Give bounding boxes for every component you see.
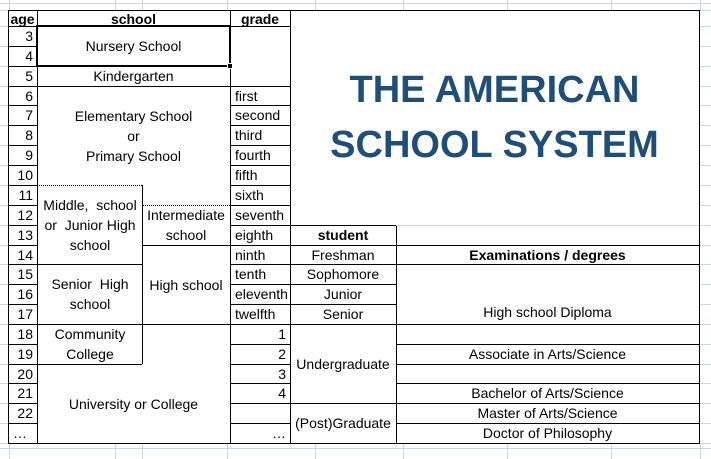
cell-degree-master[interactable]: Master of Arts/Science [477,405,618,421]
border-segment [8,443,700,444]
cell-age-4[interactable]: 4 [25,48,33,64]
cell-age-9[interactable]: 9 [25,147,33,163]
gridline [0,324,8,325]
cell-degree-associate[interactable]: Associate in Arts/Science [468,346,627,362]
gridline [700,403,711,404]
cell-school-middle-junior-high[interactable]: Middle, school or Junior High school [43,196,137,253]
cell-grade-2[interactable]: 2 [278,346,286,362]
gridline [700,46,711,47]
cell-age-21[interactable]: 21 [17,385,33,401]
cell-grade-seventh[interactable]: seventh [235,207,285,223]
gridline [700,105,711,106]
gridline [0,46,8,47]
cell-student-undergraduate[interactable]: Undergraduate [296,355,390,372]
cell-grade-sixth[interactable]: sixth [235,187,264,203]
header-age[interactable]: age [10,10,35,27]
cell-age-16[interactable]: 16 [17,286,33,302]
cell-grade-eleventh[interactable]: eleventh [235,286,288,302]
cell-grade-3[interactable]: 3 [278,365,286,382]
gridline [115,444,116,459]
gridline [0,443,8,444]
gridline [700,304,711,305]
gridline [700,125,711,126]
cell-age-more[interactable]: … [13,425,27,441]
title-line-1: THE AMERICAN [349,68,640,111]
gridline [0,448,711,449]
gridline [0,403,8,404]
gridline [0,165,8,166]
gridline [700,205,711,206]
border-segment [396,364,699,365]
gridline [700,364,711,365]
cell-school-nursery[interactable]: Nursery School [85,38,182,54]
gridline [700,383,711,384]
gridline [700,284,711,285]
gridline [0,225,8,226]
header-school[interactable]: school [110,10,157,27]
gridline [227,0,228,10]
gridline [700,423,711,424]
cell-school-intermediate[interactable]: Intermediate school [147,207,225,243]
gridline [700,443,711,444]
cell-age-17[interactable]: 17 [17,306,33,322]
cell-grade-4[interactable]: 4 [278,385,286,401]
gridline [700,185,711,186]
cell-grade-eighth[interactable]: eighth [235,227,274,243]
gridline [0,3,711,4]
gridline [700,165,711,166]
cell-school-kindergarten[interactable]: Kindergarten [93,68,174,84]
cell-age-20[interactable]: 20 [17,365,33,382]
cell-student-senior[interactable]: Senior [322,306,364,322]
gridline [0,125,8,126]
gridline [700,10,711,11]
cell-school-senior-high[interactable]: Senior High school [51,276,129,312]
header-student[interactable]: student [317,227,369,243]
gridline [403,444,404,459]
gridline [700,444,701,459]
cell-grade-third[interactable]: third [235,127,263,143]
gridline [0,66,8,67]
gridline [0,10,8,11]
gridline [0,383,8,384]
title-line-2: SCHOOL SYSTEM [330,123,659,166]
gridline [0,344,8,345]
cell-age-22[interactable]: 22 [17,405,33,421]
gridline [0,145,8,146]
gridline [611,444,612,459]
cell-school-elementary[interactable]: Elementary School or Primary School [74,107,193,164]
cell-grade-second[interactable]: second [235,107,281,123]
gridline [700,264,711,265]
cell-student-postgraduate[interactable]: (Post)Graduate [295,415,391,431]
cell-degree-high-school-diploma[interactable]: High school Diploma [483,304,612,320]
gridline [142,444,143,459]
cell-student-junior[interactable]: Junior [323,286,363,302]
cell-school-university[interactable]: University or College [68,395,199,412]
gridline [700,225,711,226]
fill-handle[interactable] [227,63,233,69]
gridline [700,145,711,146]
gridline [611,0,612,10]
cell-age-7[interactable]: 7 [25,107,33,123]
gridline [0,304,8,305]
gridline [396,225,699,226]
cell-age-18[interactable]: 18 [17,326,33,342]
cell-age-11[interactable]: 11 [18,187,33,203]
gridline [9,444,10,459]
cell-age-6[interactable]: 6 [25,87,33,104]
gridline [507,444,508,459]
cell-grade-more[interactable]: … [272,425,286,441]
header-grade[interactable]: grade [240,10,280,27]
gridline [0,86,8,87]
gridline [507,0,508,10]
cell-age-13[interactable]: 13 [17,227,33,243]
gridline [0,245,8,246]
cell-age-5[interactable]: 5 [25,68,33,84]
gridline [403,0,404,10]
gridline [700,86,711,87]
gridline [0,284,8,285]
cell-grade-twelfth[interactable]: twelfth [235,306,276,322]
cell-grade-first[interactable]: first [235,87,258,104]
cell-student-sophomore[interactable]: Sophomore [306,266,380,282]
cell-school-high[interactable]: High school [149,276,223,293]
gridline [700,0,701,10]
gridline [700,245,711,246]
cell-age-12[interactable]: 12 [17,207,33,223]
gridline [0,364,8,365]
cell-age-3[interactable]: 3 [25,28,33,44]
gridline [0,264,8,265]
cell-age-8[interactable]: 8 [25,127,33,143]
cell-student-freshman[interactable]: Freshman [311,246,375,263]
cell-age-19[interactable]: 19 [17,346,33,362]
gridline [0,105,8,106]
gridline [700,324,711,325]
gridline [0,423,8,424]
gridline [700,344,711,345]
gridline [0,185,8,186]
gridline [227,444,228,459]
page-title[interactable] [291,11,698,224]
cell-grade-tenth[interactable]: tenth [235,266,267,282]
gridline [315,444,316,459]
cell-school-community-college[interactable]: Community College [54,326,126,362]
header-examinations[interactable]: Examinations / degrees [469,246,626,263]
cell-grade-fifth[interactable]: fifth [235,167,258,183]
cell-degree-bachelor[interactable]: Bachelor of Arts/Science [471,385,624,401]
cell-grade-fourth[interactable]: fourth [235,147,271,163]
gridline [315,0,316,10]
border-segment [699,10,700,444]
cell-age-10[interactable]: 10 [17,167,33,183]
gridline [0,26,8,27]
cell-grade-1[interactable]: 1 [278,326,286,342]
gridline [700,66,711,67]
gridline [0,205,8,206]
cell-degree-doctor[interactable]: Doctor of Philosophy [482,425,613,441]
gridline [700,26,711,27]
cell-age-15[interactable]: 15 [17,266,33,282]
cell-grade-ninth[interactable]: ninth [235,246,266,263]
cell-age-14[interactable]: 14 [17,246,33,263]
